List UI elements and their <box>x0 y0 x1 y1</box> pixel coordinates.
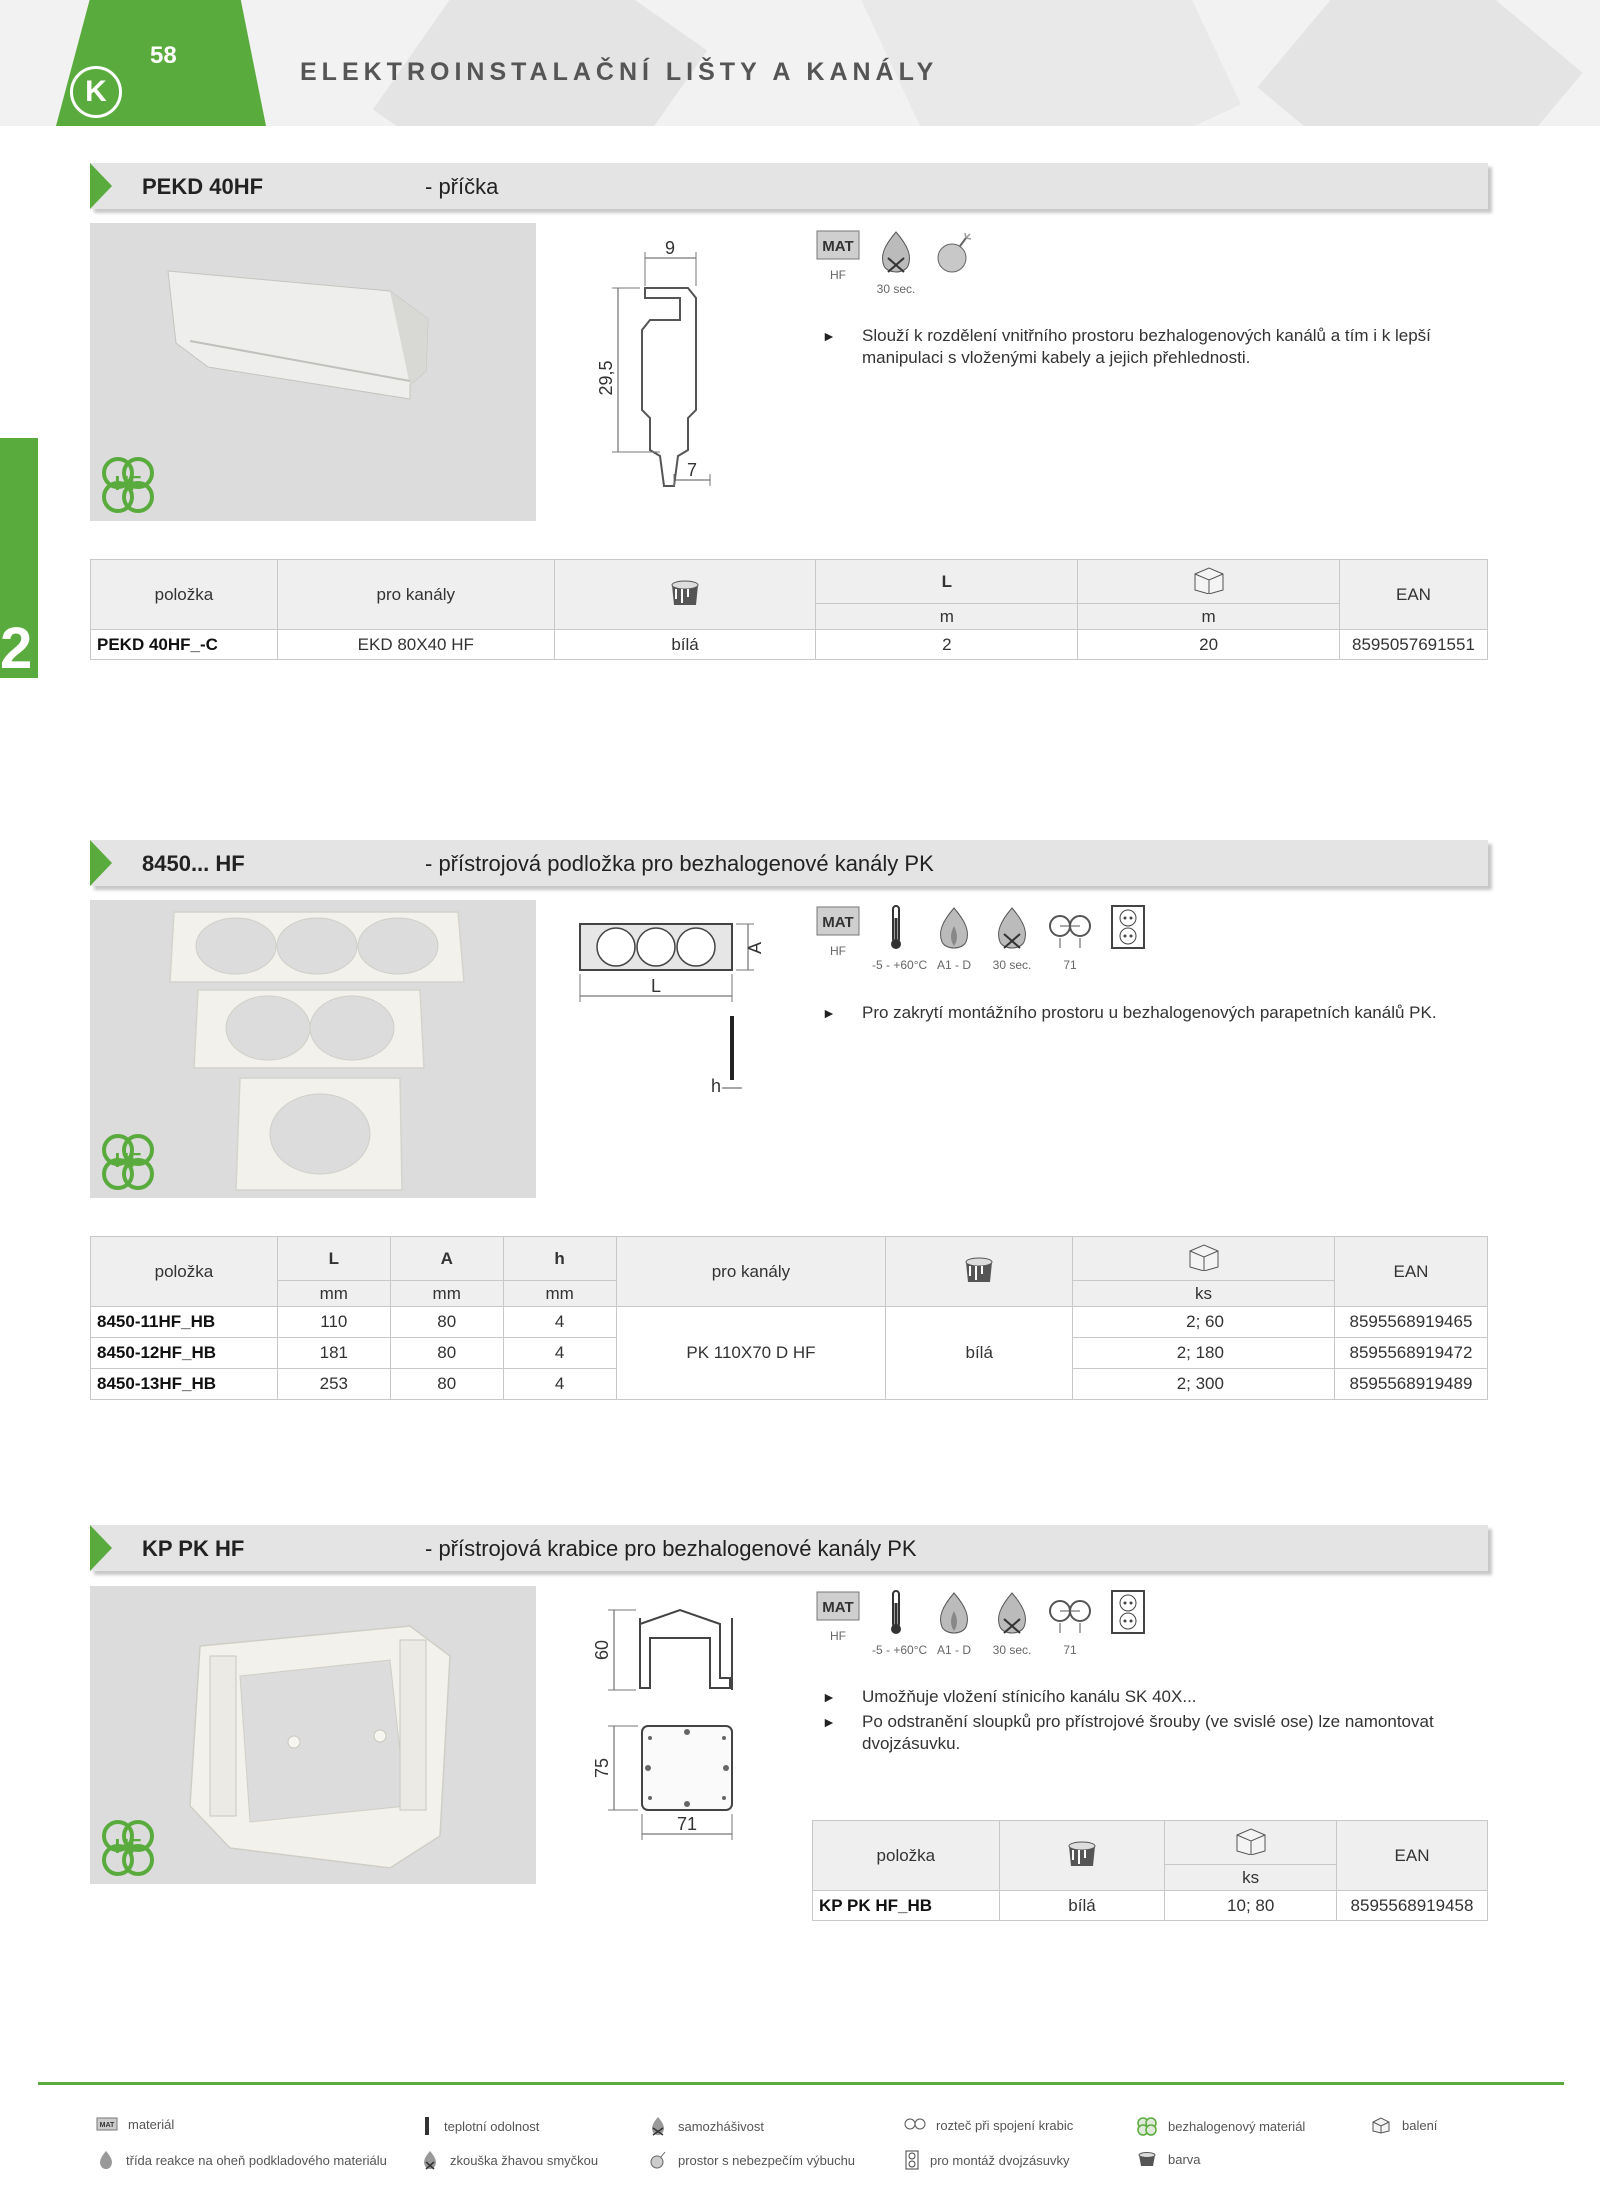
dimension-label: h <box>710 1076 722 1096</box>
mat-icon-label: MAT <box>822 914 854 931</box>
table-row <box>91 1307 1488 1338</box>
bar-triangle <box>90 163 112 209</box>
col-header: EAN <box>1334 1237 1487 1307</box>
cell: KP PK HF_HB <box>813 1891 1000 1921</box>
feature-item: ► Slouží k rozdělení vnitřního prostoru bezhalogenových kanálů a tím i k lepší manipulaci s vloženými kabely a jejich přehlednosti. <box>820 325 1500 369</box>
cell: 110 <box>277 1307 390 1338</box>
mat-icon-label: MAT <box>822 1599 854 1616</box>
cell: 4 <box>503 1307 616 1338</box>
mat-icon <box>814 228 862 296</box>
cell: 10; 80 <box>1165 1891 1337 1921</box>
icon-caption: -5 - +60°C <box>872 958 928 972</box>
box-spacing-icon <box>1046 904 1094 972</box>
cell: 2; 60 <box>1073 1307 1335 1338</box>
col-header: EAN <box>1339 560 1487 630</box>
hf-badge-icon <box>96 1130 160 1194</box>
feature-list <box>820 325 1500 372</box>
page-title: ELEKTROINSTALAČNÍ LIŠTY A KANÁLY <box>300 58 939 86</box>
legend-item <box>420 2116 539 2136</box>
flame-icon <box>930 904 978 972</box>
flame-icon <box>96 2150 116 2170</box>
mat-icon <box>814 904 862 972</box>
box-spacing-icon <box>1046 1589 1094 1657</box>
product-photo <box>90 223 536 521</box>
icon-caption: 71 <box>1063 1643 1077 1657</box>
hf-badge-label: HF <box>114 1150 142 1172</box>
cell: PEKD 40HF_-C <box>91 630 278 660</box>
cell: bílá <box>886 1307 1073 1400</box>
feature-item: ► Pro zakrytí montážního prostoru u bezhalogenových parapetních kanálů PK. <box>820 1002 1500 1024</box>
spec-icons <box>814 904 1152 972</box>
legend-item <box>904 2150 1069 2170</box>
icon-caption: -5 - +60°C <box>872 1643 928 1657</box>
icon-caption: 30 sec. <box>992 1643 1032 1657</box>
table-row <box>91 630 1488 660</box>
legend-divider <box>38 2082 1564 2085</box>
double-socket-icon <box>1104 1589 1152 1657</box>
legend-item <box>1136 2150 1201 2168</box>
spec-icons <box>814 1589 1152 1657</box>
product-table <box>90 559 1488 660</box>
product-header-bar <box>90 1525 1488 1571</box>
bar-triangle <box>90 1525 112 1571</box>
technical-drawing <box>590 230 740 490</box>
cell: PK 110X70 D HF <box>616 1307 886 1400</box>
dimension-label: 75 <box>592 1757 612 1779</box>
unit-cell: m <box>816 604 1078 630</box>
col-header: položka <box>91 1237 278 1307</box>
cell: 8595568919489 <box>1334 1369 1487 1400</box>
unit-cell: ks <box>1165 1865 1337 1891</box>
legend-label: zkouška žhavou smyčkou <box>450 2152 599 2168</box>
cell: 20 <box>1078 630 1340 660</box>
dimension-label: 60 <box>592 1639 612 1661</box>
page-number: 58 <box>150 42 177 69</box>
package-icon <box>1370 2116 1392 2134</box>
explosion-icon <box>930 228 978 296</box>
unit-cell: mm <box>390 1281 503 1307</box>
thermometer-icon <box>872 1589 928 1657</box>
legend-label: barva <box>1168 2151 1201 2167</box>
icon-caption: 71 <box>1063 958 1077 972</box>
cell: 80 <box>390 1307 503 1338</box>
cell: 2; 180 <box>1073 1338 1335 1369</box>
bar-triangle <box>90 840 112 886</box>
cell: 8450-13HF_HB <box>91 1369 278 1400</box>
glow-wire-icon <box>988 904 1036 972</box>
unit-cell: m <box>1078 604 1340 630</box>
spec-icons <box>814 228 978 296</box>
product-photo <box>90 900 536 1198</box>
col-header: položka <box>813 1821 1000 1891</box>
cell: 253 <box>277 1369 390 1400</box>
decor-facet <box>1257 0 1582 126</box>
legend-label: materiál <box>128 2116 175 2132</box>
product-description: - přístrojová krabice pro bezhalogenové kanály PK <box>425 1536 917 1561</box>
col-header: h <box>503 1237 616 1281</box>
legend-item <box>1136 2116 1305 2136</box>
col-header: A <box>390 1237 503 1281</box>
cell: 8450-11HF_HB <box>91 1307 278 1338</box>
unit-cell: mm <box>277 1281 390 1307</box>
col-header: pro kanály <box>277 560 554 630</box>
package-icon <box>1073 1237 1335 1281</box>
product-code: 8450... HF <box>142 851 245 876</box>
section-tab <box>0 438 38 681</box>
cell: 4 <box>503 1338 616 1369</box>
hf-badge-label: HF <box>114 473 142 495</box>
paint-bucket-icon <box>999 1821 1165 1891</box>
unit-cell: ks <box>1073 1281 1335 1307</box>
col-header: EAN <box>1337 1821 1488 1891</box>
product-photo <box>90 1586 536 1884</box>
cell: 2; 300 <box>1073 1369 1335 1400</box>
feature-list <box>820 1002 1500 1027</box>
cell: 8595568919458 <box>1337 1891 1488 1921</box>
hf-badge-label: HF <box>114 1836 142 1858</box>
thermometer-icon <box>420 2116 434 2136</box>
legend-label: balení <box>1402 2117 1438 2133</box>
legend-item <box>420 2150 598 2170</box>
feature-item: ► Po odstranění sloupků pro přístrojové šrouby (ve svislé ose) lze namontovat dvojzásuvku. <box>820 1711 1460 1755</box>
product-table <box>812 1820 1488 1921</box>
cell: 8595568919472 <box>1334 1338 1487 1369</box>
legend-label: prostor s nebezpečím výbuchu <box>678 2152 856 2168</box>
legend-item <box>96 2150 387 2170</box>
icon-caption: A1 - D <box>936 1643 971 1657</box>
cell: 8595057691551 <box>1339 630 1487 660</box>
flame-icon <box>930 1589 978 1657</box>
package-icon <box>1078 560 1340 604</box>
hf-badge-icon <box>1136 2116 1158 2136</box>
cell: 80 <box>390 1338 503 1369</box>
product-code: PEKD 40HF <box>142 174 264 199</box>
icon-caption: A1 - D <box>936 958 971 972</box>
cell: bílá <box>999 1891 1165 1921</box>
glow-wire-icon <box>420 2150 440 2170</box>
dimension-label: 7 <box>686 460 698 480</box>
dimension-label: A <box>745 941 765 955</box>
self-extinguish-icon <box>648 2116 668 2136</box>
icon-caption: HF <box>830 944 846 958</box>
box-spacing-icon <box>904 2116 926 2134</box>
icon-caption: HF <box>830 1629 846 1643</box>
legend-label: pro montáž dvojzásuvky <box>930 2152 1070 2168</box>
technical-drawing <box>572 912 772 1102</box>
product-description: - přístrojová podložka pro bezhalogenové kanály PK <box>425 851 934 876</box>
cell: EKD 80X40 HF <box>277 630 554 660</box>
brand-logo: K <box>70 66 122 118</box>
glow-wire-icon <box>872 228 920 296</box>
legend-item <box>648 2150 855 2170</box>
technical-drawing <box>590 1598 750 1848</box>
dimension-label: 29,5 <box>596 360 616 396</box>
legend-item <box>648 2116 764 2136</box>
package-icon <box>1165 1821 1337 1865</box>
mat-icon-label: MAT <box>822 238 854 255</box>
cell: 8595568919465 <box>1334 1307 1487 1338</box>
product-description: - příčka <box>425 174 499 199</box>
cell: bílá <box>554 630 816 660</box>
product-header-bar <box>90 163 1488 209</box>
legend-item <box>1370 2116 1437 2134</box>
col-header: položka <box>91 560 278 630</box>
icon-caption: 30 sec. <box>992 958 1032 972</box>
legend-label: bezhalogenový materiál <box>1168 2118 1306 2134</box>
feature-list <box>820 1686 1460 1758</box>
hf-badge-icon <box>96 1816 160 1880</box>
product-header-bar <box>90 840 1488 886</box>
paint-bucket-icon <box>1136 2150 1158 2168</box>
legend-label: samozhášivost <box>678 2118 764 2134</box>
mat-icon <box>814 1589 862 1657</box>
dimension-label: 9 <box>664 238 676 258</box>
product-code: KP PK HF <box>142 1536 245 1561</box>
unit-cell: mm <box>503 1281 616 1307</box>
legend-item <box>904 2116 1073 2134</box>
icon-caption: HF <box>830 268 846 282</box>
cell: 2 <box>816 630 1078 660</box>
table-row <box>813 1891 1488 1921</box>
explosion-icon <box>648 2150 668 2170</box>
legend-item <box>96 2116 174 2132</box>
paint-bucket-icon <box>554 560 816 630</box>
dimension-label: L <box>650 976 662 996</box>
svg-text:MAT: MAT <box>99 2122 115 2129</box>
double-socket-icon <box>904 2150 920 2170</box>
cell: 181 <box>277 1338 390 1369</box>
dimension-label: 71 <box>676 1814 698 1834</box>
thermometer-icon <box>872 904 928 972</box>
legend-label: rozteč při spojení krabic <box>936 2117 1074 2133</box>
legend-label: teplotní odolnost <box>444 2118 540 2134</box>
double-socket-icon <box>1104 904 1152 972</box>
legend-label: třída reakce na oheň podkladového materiálu <box>126 2152 387 2168</box>
icon-caption: 30 sec. <box>876 282 916 296</box>
feature-item: ► Umožňuje vložení stínicího kanálu SK 40X... <box>820 1686 1460 1708</box>
col-header: L <box>816 560 1078 604</box>
section-number: 2 <box>0 616 33 681</box>
col-header: pro kanály <box>616 1237 886 1307</box>
col-header: L <box>277 1237 390 1281</box>
hf-badge-icon <box>96 453 160 517</box>
cell: 8450-12HF_HB <box>91 1338 278 1369</box>
glow-wire-icon <box>988 1589 1036 1657</box>
product-table <box>90 1236 1488 1400</box>
cell: 80 <box>390 1369 503 1400</box>
cell: 4 <box>503 1369 616 1400</box>
mat-icon <box>96 2116 118 2132</box>
paint-bucket-icon <box>886 1237 1073 1307</box>
